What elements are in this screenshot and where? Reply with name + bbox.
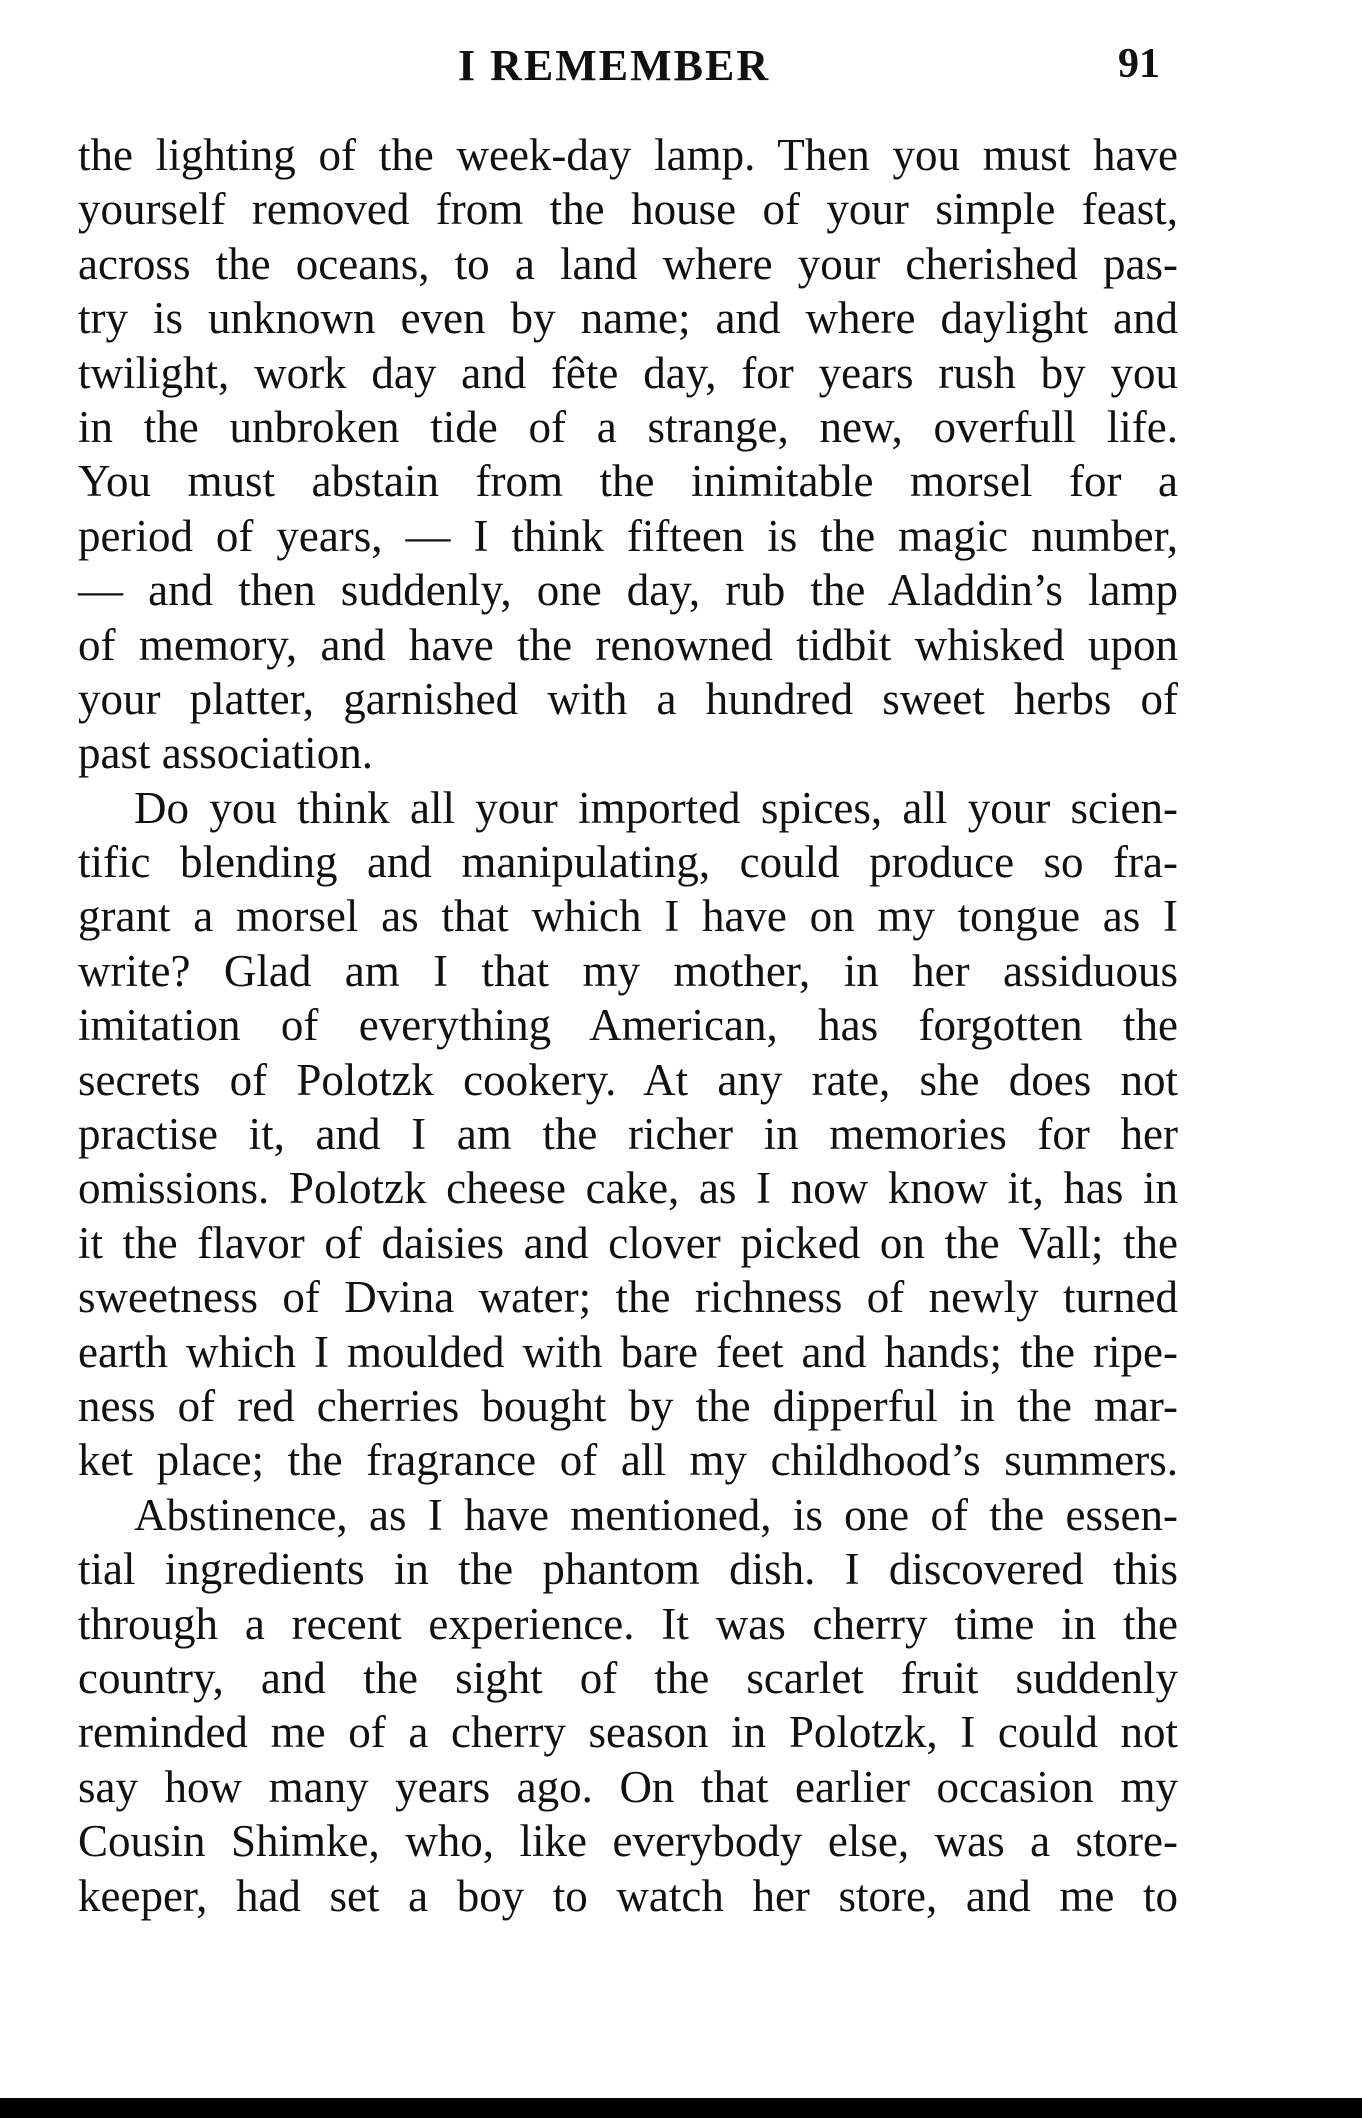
text-line: period of years, — I think fifteen is the magic number, <box>78 510 1178 561</box>
running-head <box>0 40 1362 100</box>
text-line: Cousin Shimke, who, like everybody else, was a store- <box>78 1816 1178 1867</box>
text-line: sweetness of Dvina water; the richness of newly turned <box>78 1272 1178 1323</box>
text-line: try is unknown even by name; and where daylight and <box>78 293 1178 344</box>
text-line: omissions. Polotzk cheese cake, as I now know it, has in <box>78 1163 1178 1214</box>
text-line: of memory, and have the renowned tidbit whisked upon <box>78 619 1178 670</box>
running-title: I REMEMBER <box>458 41 771 90</box>
text-line: write? Glad am I that my mother, in her assiduous <box>78 945 1178 996</box>
paragraph-end-line: ket place; the fragrance of all my childhood’s summers. <box>78 1435 1178 1486</box>
text-line: tial ingredients in the phantom dish. I discovered this <box>78 1544 1178 1595</box>
text-line: reminded me of a cherry season in Polotzk, I could not <box>78 1707 1178 1758</box>
text-line: grant a morsel as that which I have on my tongue as I <box>78 891 1178 942</box>
text-line: tific blending and manipulating, could produce so fra- <box>78 837 1178 888</box>
text-line: the lighting of the week-day lamp. Then you must have <box>78 130 1178 180</box>
text-line: secrets of Polotzk cookery. At any rate, she does not <box>78 1054 1178 1105</box>
page-number: 91 <box>1118 41 1160 87</box>
text-line: country, and the sight of the scarlet fruit suddenly <box>78 1652 1178 1703</box>
text-line: it the flavor of daisies and clover picked on the Vall; the <box>78 1217 1178 1268</box>
text-line: in the unbroken tide of a strange, new, overfull life. <box>78 401 1178 452</box>
text-line: across the oceans, to a land where your cherished pas- <box>78 238 1178 289</box>
text-line: your platter, garnished with a hundred sweet herbs of <box>78 673 1178 724</box>
text-line: practise it, and I am the richer in memories for her <box>78 1109 1178 1160</box>
text-line: yourself removed from the house of your simple feast, <box>78 184 1178 235</box>
text-line: twilight, work day and fête day, for years rush by you <box>78 347 1178 398</box>
text-line: earth which I moulded with bare feet and hands; the ripe- <box>78 1326 1178 1377</box>
text-line: keeper, had set a boy to watch her store, and me to <box>78 1870 1178 1921</box>
text-line: ness of red cherries bought by the dipperful in the mar- <box>78 1380 1178 1431</box>
body-text <box>78 128 1178 1923</box>
scan-edge-bar <box>0 2098 1362 2118</box>
text-line: You must abstain from the inimitable morsel for a <box>78 456 1178 507</box>
paragraph-start-line: Abstinence, as I have mentioned, is one of the essen- <box>134 1489 1178 1540</box>
text-line: say how many years ago. On that earlier occasion my <box>78 1761 1178 1812</box>
text-line: through a recent experience. It was cherry time in the <box>78 1598 1178 1649</box>
paragraph-start-line: Do you think all your imported spices, all your scien- <box>134 782 1178 833</box>
text-line: — and then suddenly, one day, rub the Aladdin’s lamp <box>78 565 1178 616</box>
paragraph-end-line: past association. <box>78 728 373 779</box>
text-line: imitation of everything American, has forgotten the <box>78 1000 1178 1051</box>
